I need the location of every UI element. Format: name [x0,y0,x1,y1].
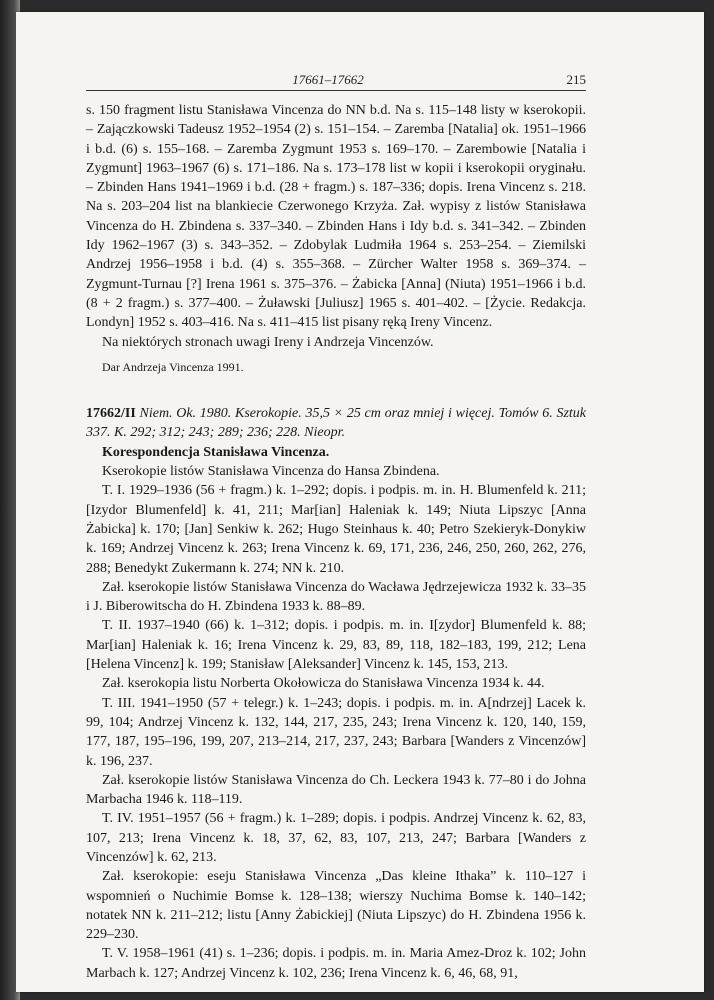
entry-paragraph: T. III. 1941–1950 (57 + telegr.) k. 1–243; dopis. i podpis. m. in. A[ndrzej] Lacek k. 99, 104; Andrzej Vincenz k. 132, 144, 217, 235, 243; Irena Vincenz k. 120, 140, 159, 177, 187, 195–196, 199, 207, 213–214, 217, 237, 243; Barbara [Wanders z Vincenzów] k. 196, 237. [86,695,586,769]
page-number: 215 [566,72,586,87]
page-header [70,70,586,90]
entry-heading [86,404,586,443]
entry-paragraph: Kserokopie listów Stanisława Vincenza do Hansa Zbindena. [102,464,440,480]
page-body [86,101,586,983]
entry-paragraph: T. IV. 1951–1957 (56 + fragm.) k. 1–289; dopis. i podpis. Andrzej Vincenz k. 62, 83, 107, 213; Irena Vincenz k. 18, 37, 62, 83, 107, 213, 247; Barbara [Wanders z Vincenzów] k. 62, 213. [86,811,586,865]
entry-paragraph: Zał. kserokopie listów Stanisława Vincenza do Wacława Jędrzejewicza 1932 k. 33–35 i J. Biberowitscha do H. Zbindena 1933 k. 88–89. [86,579,586,615]
entry-description: Niem. Ok. 1980. Kserokopie. 35,5 × 25 cm oraz mniej i więcej. Tomów 6. Sztuk 337. K. 292; 312; 243; 289; 236; 228. Nieopr. [86,406,586,441]
entry-paragraph: Zał. kserokopie: eseju Stanisława Vincenza „Das kleine Ithaka” k. 110–127 i wspomnień o Nuchimie Bomse k. 128–138; wierszy Nuchima Bomse k. 140–142; notatek NN k. 211–212; listu [Anny Żabickiej] (Niuta Lipszyc) do H. Zbindena 1956 k. 229–230. [86,869,586,943]
entry-paragraph: T. I. 1929–1936 (56 + fragm.) k. 1–292; dopis. i podpis. m. in. H. Blumenfeld k. 211; [Izydor Blumenfeld] k. 41, 211; Mar[ian] Haleniak k. 149; Niuta Lipszyc [Anna Żabicka] k. 170; [Jan] Senkiw k. 262; Hugo Steinhaus k. 40; Petro Szekieryk-Donykiw k. 169; Andrzej Vincenz k. 263; Irena Vincenz k. 69, 171, 236, 246, 250, 260, 262, 276, 288; Benedykt Zukermann k. 274; NN k. 210. [86,483,586,576]
entry-paragraph: Zał. kserokopie listów Stanisława Vincenza do Ch. Leckera 1943 k. 77–80 i do Johna Marbacha 1946 k. 118–119. [86,772,586,808]
note-paragraph: Na niektórych stronach uwagi Ireny i Andrzeja Vincenzów. [102,334,434,350]
entry-continuation-paragraph: s. 150 fragment listu Stanisława Vincenza do NN b.d. Na s. 115–148 listy w kserokopii. – Zajączkowski Tadeusz 1952–1954 (2) s. 151–154. – Zaremba [Natalia] ok. 1951–1966 i b.d. (6) s. 155–168. – Zaremba Zygmunt 1953 s. 169–170. – Zarembowie [Natalia i Zygmunt] 1963–1967 (6) s. 171–186. Na s. 173–178 list w kopii i kserokopii oryginału. – Zbinden Hans 1941–1969 i b.d. (28 + fragm.) s. 187–336; dopis. Irena Vincenz s. 218. Na s. 203–204 list na blankiecie Czerwonego Krzyża. Zał. wypisy z listów Stanisława Vincenza do H. Zbindena s. 337–340. – Zbinden Hans i Idy b.d. s. 341–342. – Zbinden Idy 1962–1967 (3) s. 343–352. – Zdobylak Ludmiła 1964 s. 253–254. – Ziemilski Andrzej 1956–1958 i b.d. (4) s. 355–368. – Zürcher Walter 1958 s. 369–374. – Zygmunt-Turnau [?] Irena 1961 s. 375–376. – Żabicka [Anna] (Niuta) 1951–1966 i b.d. (8 + 2 fragm.) s. 377–400. – Żuławski [Juliusz] 1965 s. 401–402. – [Życie. Redakcja. Londyn] 1952 s. 403–416. Na s. 411–415 list pisany ręką Ireny Vincenz. [86,103,586,331]
entry-number: 17662/II [86,406,136,422]
running-title: 17661–17662 [292,72,364,87]
entry-title: Korespondencja Stanisława Vincenza. [102,444,330,460]
provenance-note: Dar Andrzeja Vincenza 1991. [102,359,244,374]
entry-paragraph: T. V. 1958–1961 (41) s. 1–236; dopis. i podpis. m. in. Maria Amez-Droz k. 102; John Marbach k. 127; Andrzej Vincenz k. 102, 236; Irena Vincenz k. 6, 46, 68, 91, [86,946,586,981]
header-rule [86,90,586,91]
entry-paragraph: T. II. 1937–1940 (66) k. 1–312; dopis. i podpis. m. in. I[zydor] Blumenfeld k. 88; Mar[ian] Haleniak k. 16; Irena Vincenz k. 29, 83, 89, 118, 182–183, 199, 212; Lena [Helena Vincenz] k. 199; Stanisław [Aleksander] Vincenz k. 145, 153, 213. [86,618,586,673]
entry-paragraph: Zał. kserokopia listu Norberta Okołowicza do Stanisława Vincenza 1934 k. 44. [102,676,545,692]
